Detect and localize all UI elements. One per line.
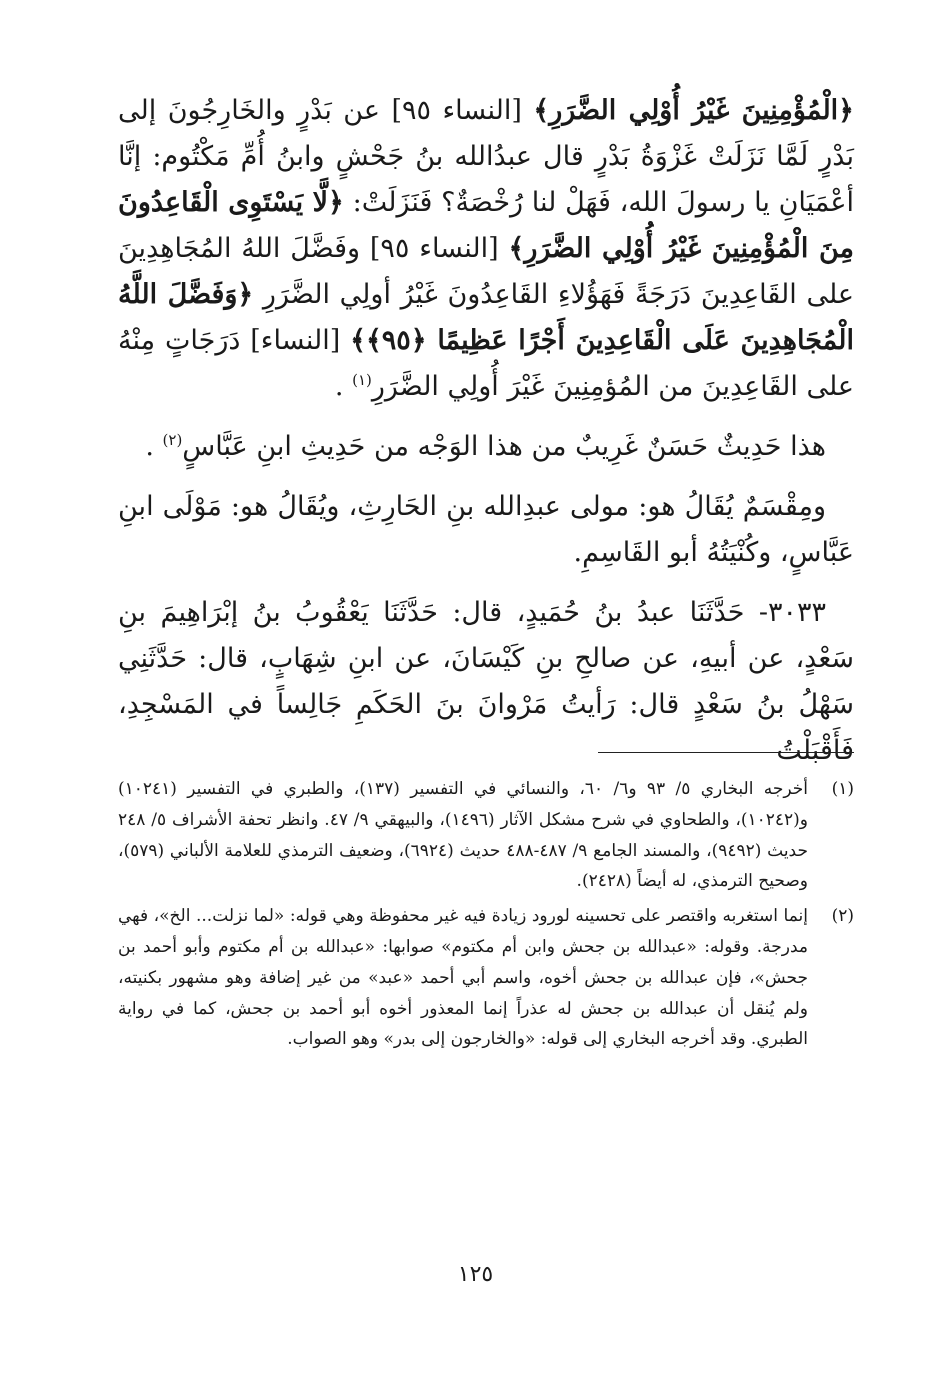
text-segment-3: [النساء] دَرَجَاتٍ مِنْهُ على القَاعِدِينَ من المُؤمِنِينَ غَيْرَ أُولِي الضَّرَرِ <box>118 325 854 402</box>
quran-quote-3: ﴿وَفَضَّلَ اللَّهُ الْمُجَاهِدِينَ عَلَى الْقَاعِدِينَ أَجْرًا عَظِيمًا ﴿٩٥﴾﴾ <box>118 279 854 356</box>
footnote-number: (١) <box>831 779 854 799</box>
page-number: ١٢٥ <box>457 1262 494 1287</box>
footnote-ref-2: (٢) <box>162 431 183 449</box>
footnote-divider <box>598 752 854 753</box>
quran-quote-2: ﴿لَّا يَسْتَوِى الْقَاعِدُونَ مِنَ الْمُؤْمِنِينَ غَيْرُ أُوْلِي الضَّرَرِ﴾ <box>118 187 854 264</box>
footnotes-section <box>118 774 854 1059</box>
footnote-2 <box>118 901 854 1055</box>
paragraph-hadith-3033: ٣٠٣٣- حَدَّثَنَا عبدُ بنُ حُمَيدٍ، قال: حَدَّثَنَا يَعْقُوبُ بنُ إبْرَاهِيمَ بنِ سَعْدٍ، عن أبيهِ، عن صالحِ بنِ كَيْسَانَ، عن ابنِ شِهَابٍ، قال: حَدَّثَنِي سَهْلُ بنُ سَعْدٍ قال: رَأيتُ مَرْوانَ بنَ الحَكَمِ جَالِساً في المَسْجِدِ، فَأَقْبَلْتُ <box>118 597 854 766</box>
paragraph-narrator-note: ومِقْسَمٌ يُقَالُ هو: مولى عبدِالله بنِ الحَارِثِ، ويُقَالُ هو: مَوْلَى ابنِ عَبَّاسٍ، وكُنْيَتُهُ أبو القَاسِمِ. <box>118 491 854 568</box>
footnote-1 <box>118 774 854 897</box>
footnote-ref-1: (١) <box>352 371 372 389</box>
grading-text: هذا حَدِيثٌ حَسَنٌ غَرِيبٌ من هذا الوَجْه من حَدِيثِ ابنِ عَبَّاسٍ <box>182 431 826 462</box>
text-segment-1: [النساء ٩٥] عن بَدْرٍ والخَارِجُونَ إلى بَدْرٍ لَمَّا نَزَلَتْ غَزْوَةُ بَدْرٍ قال عبدُالله بنُ جَحْشٍ وابنُ أُمِّ مَكْتُوم: إنَّا أعْمَيَانِ يا رسولَ الله، فَهَلْ لنا رُخْصَةٌ؟ فَنَزَلَتْ: <box>118 95 854 218</box>
footnote-number: (٢) <box>831 906 854 927</box>
paragraph-hadith-text <box>118 88 854 410</box>
text-end-2: . <box>145 431 163 462</box>
text-end-1: . <box>334 371 353 402</box>
text-segment-2: [النساء ٩٥] وفَضَّلَ اللهُ المُجَاهِدِينَ على القَاعِدِينَ دَرَجَةً فَهَؤُلاءِ القَاعِدُونَ غَيْرُ أولِي الضَّرَرِ <box>118 233 855 310</box>
main-text-block <box>118 88 854 774</box>
footnote-text: إنما استغربه واقتصر على تحسينه لورود زيادة فيه غير محفوظة وهي قوله: «لما نزلت... الخ»، فهي مدرجة. وقوله: «عبدالله بن جحش وابن أم مكتوم» صوابها: «عبدالله بن أم مكتوم وأبو أحمد بن جحش»، فإن عبدالله بن جحش أخوه، واسم أبي أحمد «عبد» من غير إضافة وهو مشهور بكنيته، ولم يُنقل أن عبدالله بن جحش له عذراً إنما المعذور أخوه أبو أحمد بن جحش، كما في رواية الطبري. وقد أخرجه البخاري إلى قوله: «والخارجون إلى بدر» وهو الصواب. <box>118 906 808 1050</box>
quran-quote-1: ﴿الْمُؤْمِنِينَ غَيْرُ أُوْلِي الضَّرَرِ﴾ <box>533 95 854 126</box>
paragraph-grading <box>118 424 854 470</box>
footnote-text: أخرجه البخاري ٥/ ٩٣ و٦/ ٦٠، والنسائي في التفسير (١٣٧)، والطبري في التفسير (١٠٢٤١) و(١٠٢٤٢)، والطحاوي في شرح مشكل الآثار (١٤٩٦)، والبيهقي ٩/ ٤٧. وانظر تحفة الأشراف ٥/ ٢٤٨ حديث (٩٤٩٢)، والمسند الجامع ٩/ ٤٨٧-٤٨٨ حديث (٦٩٢٤)، وضعيف الترمذي للعلامة الألباني (٥٧٩)، وصحيح الترمذي، له أيضاً (٢٤٢٨). <box>118 779 809 892</box>
